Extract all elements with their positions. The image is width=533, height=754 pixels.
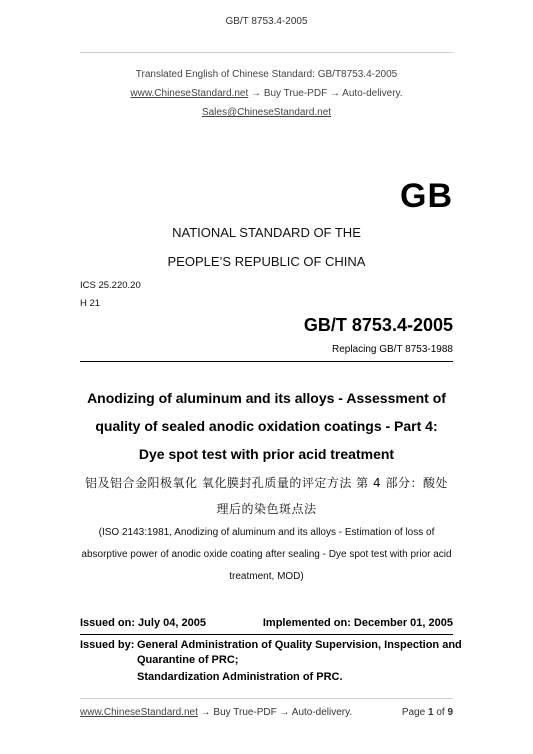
dates-rule: [80, 634, 453, 635]
standard-code: GB/T 8753.4-2005: [303, 315, 453, 335]
issued-by-line-3: Standardization Administration of PRC.: [137, 671, 343, 683]
national-standard-line2: PEOPLE’S REPUBLIC OF CHINA: [167, 254, 366, 269]
national-standard-line1: NATIONAL STANDARD OF THE: [172, 225, 361, 240]
page-indicator: [402, 707, 453, 718]
footer-divider: [80, 698, 453, 699]
page-of: of: [436, 707, 445, 718]
title-line-1: Anodizing of aluminum and its alloys - Assessment of: [87, 390, 446, 406]
issued-on: Issued on: July 04, 2005: [80, 617, 206, 629]
chinese-title-line-2: 理后的染色斑点法: [216, 502, 317, 516]
title-line-2: quality of sealed anodic oxidation coatings - Part 4:: [95, 418, 438, 434]
site-link[interactable]: www.ChineseStandard.net: [130, 88, 249, 99]
implemented-on: Implemented on: December 01, 2005: [262, 617, 453, 629]
gb-mark: GB: [400, 177, 453, 215]
purchase-line: [0, 88, 533, 99]
page-current: 1: [427, 707, 434, 718]
iso-reference-line-3: treatment, MOD): [229, 571, 304, 582]
replacing-note: Replacing GB/T 8753-1988: [331, 344, 453, 355]
title-rule: [80, 361, 453, 362]
footer-site-link[interactable]: www.ChineseStandard.net: [80, 707, 198, 718]
purchase-tail: → Buy True-PDF → Auto-delivery.: [248, 88, 403, 99]
header-divider: [80, 52, 453, 53]
iso-reference-line-1: (ISO 2143:1981, Anodizing of aluminum and its alloys - Estimation of loss of: [98, 527, 435, 538]
chinese-title-line-1: 铝及铝合金阳极氧化 氧化膜封孔质量的评定方法 第 4 部分：酸处: [85, 476, 448, 490]
issued-by-line-2: Quarantine of PRC;: [137, 654, 239, 666]
iso-reference-line-2: absorptive power of anodic oxide coating after sealing - Dye spot test with prior acid: [81, 549, 452, 560]
title-line-3: Dye spot test with prior acid treatment: [138, 446, 395, 462]
ics-code: ICS 25.220.20: [80, 280, 141, 291]
footer-purchase-line: [80, 707, 352, 718]
translated-notice: Translated English of Chinese Standard: GB/T8753.4-2005: [135, 69, 398, 80]
running-header-title: GB/T 8753.4-2005: [225, 16, 308, 27]
email-link[interactable]: Sales@ChineseStandard.net: [201, 107, 332, 118]
issued-by-line-1: General Administration of Quality Supervision, Inspection and: [137, 639, 462, 651]
issued-by-label: Issued by:: [80, 639, 135, 651]
h-code: H 21: [80, 298, 101, 309]
email-line: [0, 107, 533, 118]
page-label: Page: [401, 707, 426, 718]
footer-purchase-tail: → Buy True-PDF → Auto-delivery.: [197, 707, 353, 718]
page-total: 9: [447, 707, 453, 718]
